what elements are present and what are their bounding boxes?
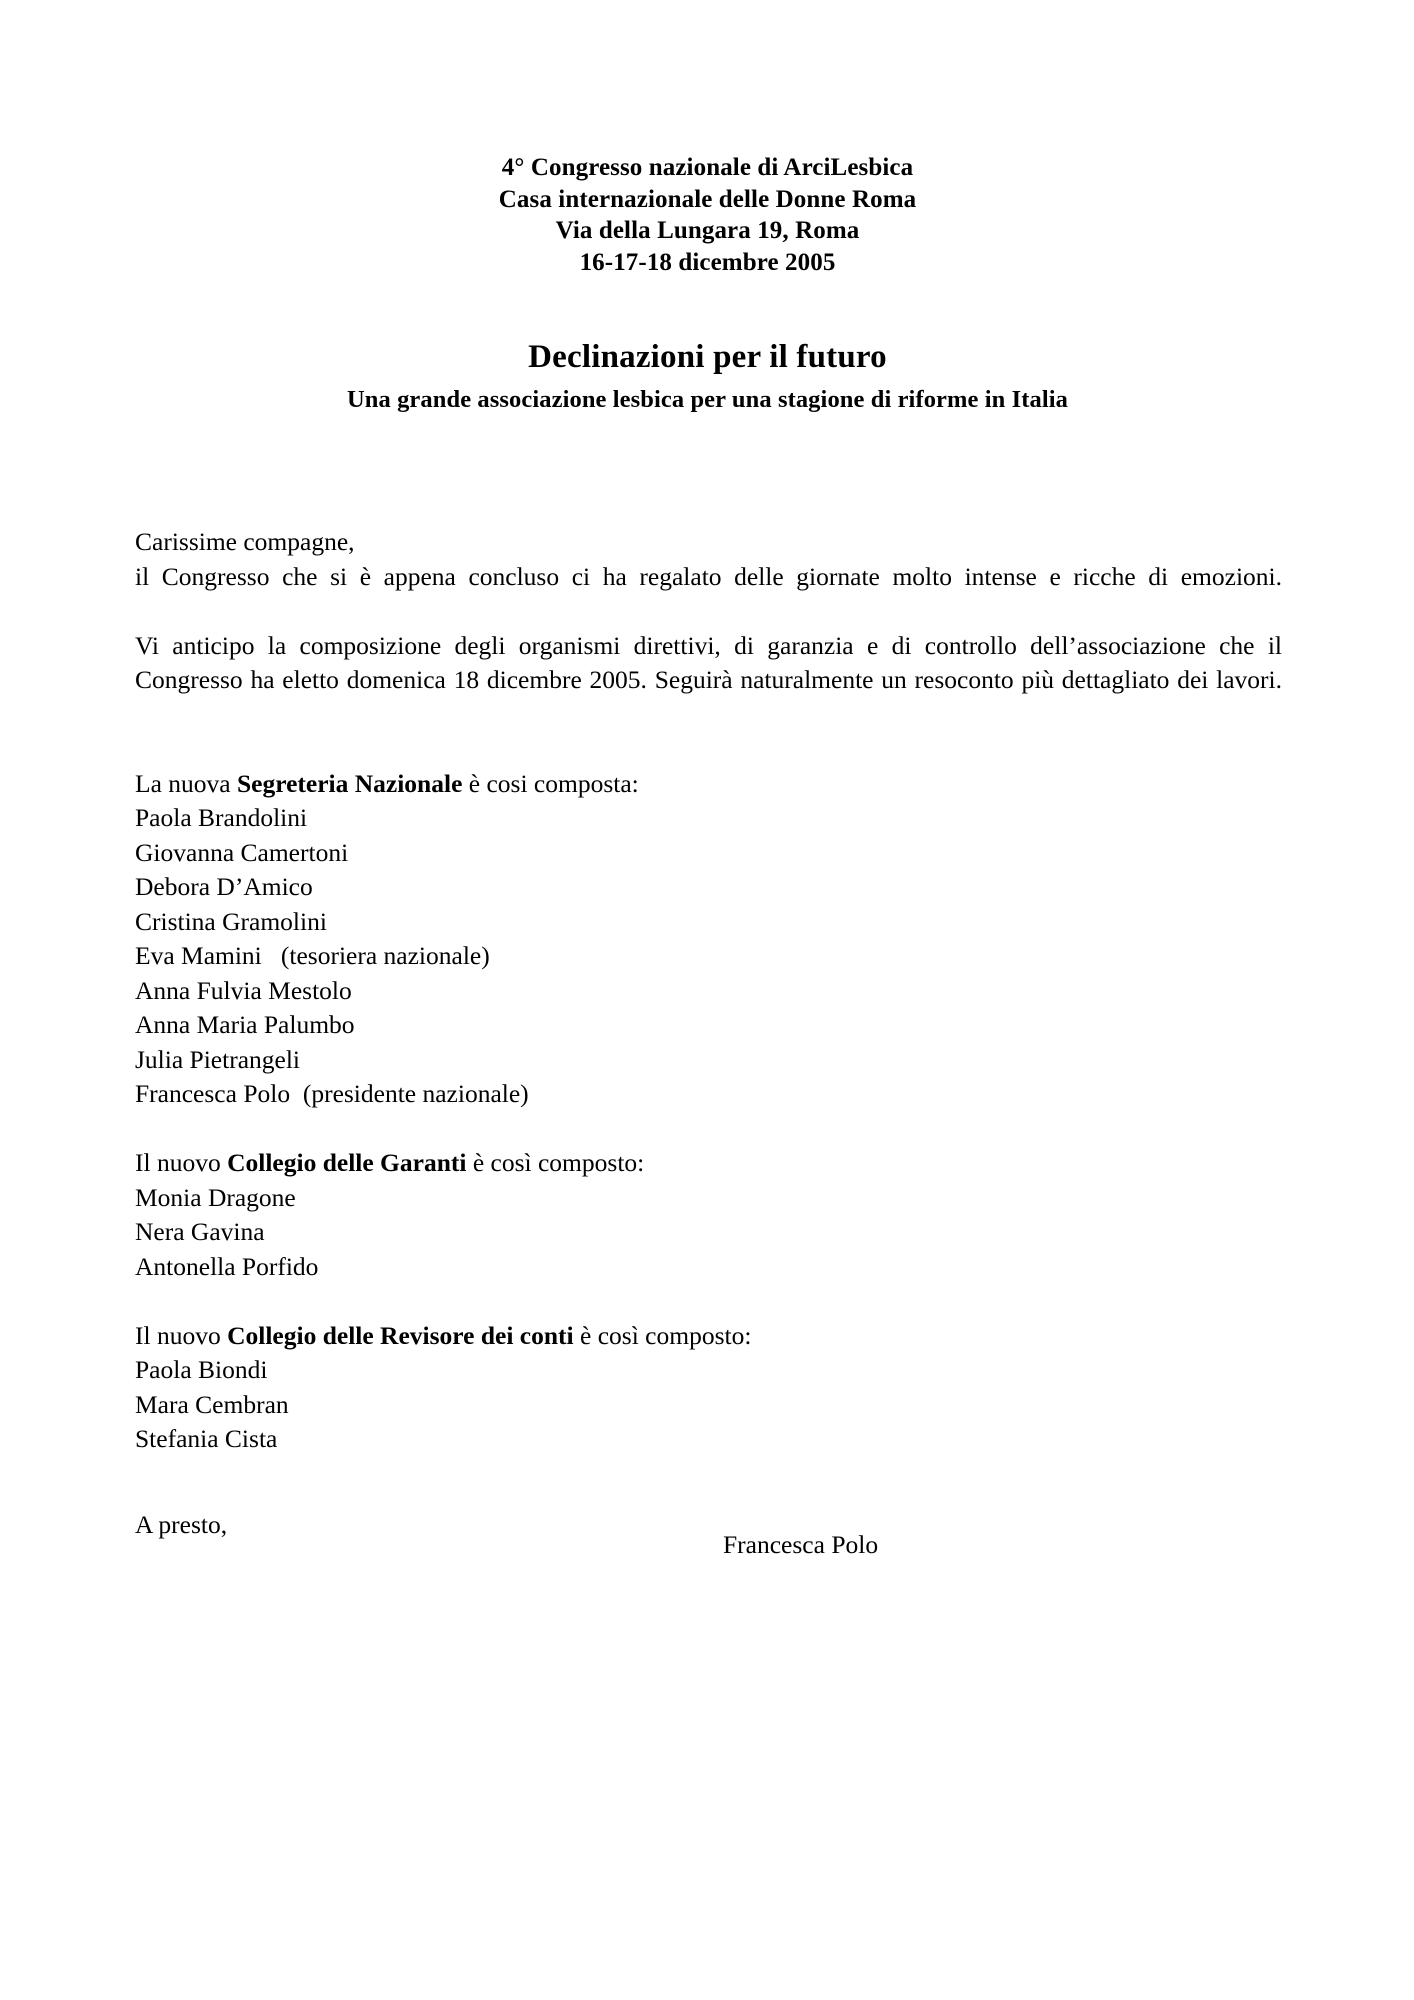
page-title: Declinazioni per il futuro: [528, 339, 887, 375]
salutation: Carissime compagne,: [135, 527, 355, 556]
section-spacer: [135, 1112, 1282, 1147]
section-spacer: [135, 1284, 1282, 1319]
section-intro: [135, 1146, 1282, 1181]
list-item: Eva Mamini (tesoriera nazionale): [135, 941, 490, 970]
list-item: Cristina Gramolini: [135, 906, 327, 936]
section-collegio-revisore-conti: [135, 1319, 1282, 1457]
section-intro-prefix: Il nuovo: [135, 1148, 228, 1177]
section-intro-bold: Segreteria Nazionale: [236, 768, 463, 798]
list-item: Nera Gavina: [135, 1217, 265, 1246]
list-item: Paola Brandolini: [135, 803, 308, 832]
letter-body: [135, 525, 1289, 1543]
letterhead: [135, 152, 1280, 278]
section-collegio-garanti: [135, 1146, 1282, 1284]
closing-farewell: A presto,: [135, 1510, 228, 1539]
section-intro-bold: Collegio delle Garanti: [227, 1148, 467, 1177]
body-paragraph-1: il Congresso che si è appena concluso ci ha regalato delle giornate molto intense e ricche di emozioni.: [135, 561, 1282, 591]
letterhead-line-congress: 4° Congresso nazionale di ArciLesbica: [501, 154, 914, 181]
section-intro-suffix: è cosi composta:: [462, 768, 639, 798]
section-intro: [135, 767, 1282, 802]
signature: Francesca Polo: [723, 1530, 879, 1559]
closing-spacer-half: [135, 1491, 1282, 1508]
list-item: Anna Maria Palumbo: [135, 1010, 355, 1039]
letterhead-line-dates: 16-17-18 dicembre 2005: [579, 248, 836, 276]
paragraph-spacer: [135, 732, 1282, 767]
list-item: Giovanna Camertoni: [135, 837, 349, 867]
section-intro-suffix: è così composto:: [573, 1320, 752, 1350]
list-item: Debora D’Amico: [135, 872, 313, 901]
section-segreteria-nazionale: [135, 767, 1282, 1112]
section-intro-prefix: La nuova: [135, 768, 237, 798]
section-intro-bold: Collegio delle Revisore dei conti: [227, 1320, 574, 1350]
letterhead-line-address: Via della Lungara 19, Roma: [555, 217, 860, 244]
closing-spacer: [135, 1457, 1282, 1492]
body-paragraph-2: Vi anticipo la composizione degli organismi direttivi, di garanzia e di controllo dell’associazione che il Congresso ha eletto domenica 18 dicembre 2005. Seguirà naturalmente un resoconto più dettagliato dei lavori.: [135, 630, 1289, 694]
list-item: Julia Pietrangeli: [135, 1044, 301, 1074]
page-subtitle: Una grande associazione lesbica per una stagione di riforme in Italia: [346, 386, 1069, 413]
section-intro-suffix: è così composto:: [466, 1148, 645, 1177]
list-item: Monia Dragone: [135, 1182, 296, 1212]
section-intro: [135, 1319, 1282, 1354]
list-item: Mara Cembran: [135, 1389, 289, 1419]
section-intro-prefix: Il nuovo: [135, 1320, 228, 1350]
letterhead-line-venue: Casa internazionale delle Donne Roma: [498, 185, 917, 213]
list-item: Paola Biondi: [135, 1355, 268, 1384]
list-item: Anna Fulvia Mestolo: [135, 975, 352, 1005]
list-item: Francesca Polo (presidente nazionale): [135, 1079, 529, 1108]
list-item: Stefania Cista: [135, 1424, 278, 1453]
list-item: Antonella Porfido: [135, 1251, 319, 1281]
